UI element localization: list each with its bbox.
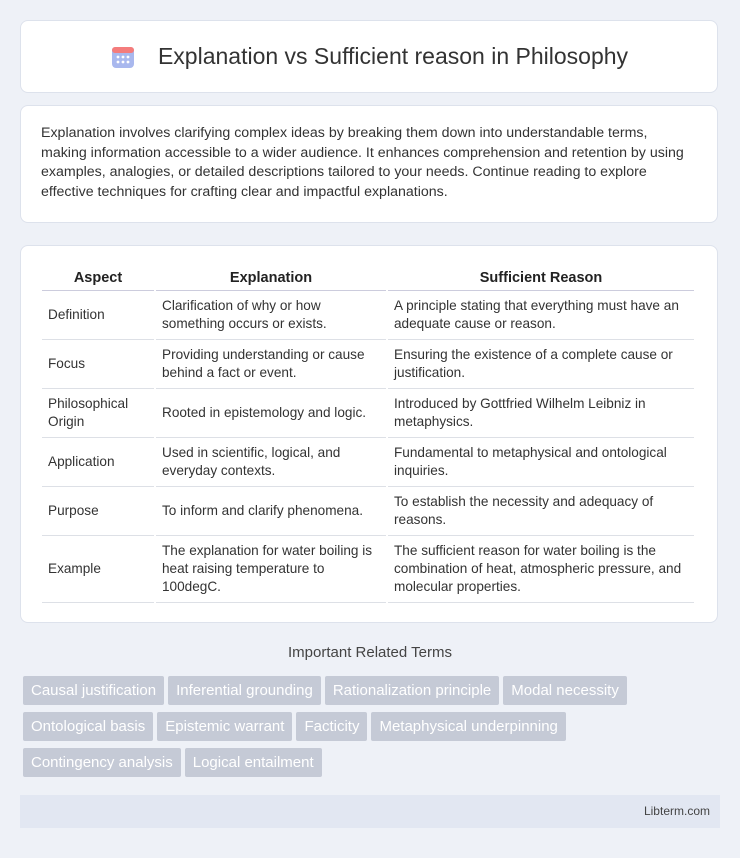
explanation-cell: Providing understanding or cause behind a fact or event. (156, 340, 386, 389)
table-row (42, 340, 694, 389)
related-term-tag[interactable]: Logical entailment (185, 748, 322, 777)
explanation-cell: Clarification of why or how something occurs or exists. (156, 291, 386, 340)
aspect-cell: Definition (42, 291, 154, 340)
title-card (20, 20, 718, 93)
header-sufficient-reason: Sufficient Reason (388, 266, 694, 291)
sufficient-reason-cell: Introduced by Gottfried Wilhelm Leibniz in metaphysics. (388, 389, 694, 438)
explanation-cell: To inform and clarify phenomena. (156, 487, 386, 536)
related-term-tag[interactable]: Contingency analysis (23, 748, 181, 777)
aspect-cell: Purpose (42, 487, 154, 536)
sufficient-reason-cell: Fundamental to metaphysical and ontological inquiries. (388, 438, 694, 487)
table-header-row (42, 266, 694, 291)
explanation-cell: The explanation for water boiling is heat raising temperature to 100degC. (156, 536, 386, 603)
table-row (42, 536, 694, 603)
table-row (42, 389, 694, 438)
sufficient-reason-cell: The sufficient reason for water boiling is the combination of heat, atmospheric pressure, and molecular properties. (388, 536, 694, 603)
table-row (42, 291, 694, 340)
header-aspect: Aspect (42, 266, 154, 291)
related-term-tag[interactable]: Facticity (296, 712, 367, 741)
page-title: Explanation vs Sufficient reason in Philosophy (157, 43, 629, 69)
related-term-tag[interactable]: Rationalization principle (325, 676, 499, 705)
intro-card (20, 105, 718, 223)
related-terms-title: Important Related Terms (288, 644, 452, 661)
intro-text: Explanation involves clarifying complex ideas by breaking them down into understandable terms, making information accessible to a wider audience. It enhances comprehension and retention by using examples, analogies, or detailed descriptions tailored to your needs. Continue reading to explore effective techniques for crafting clear and impactful explanations. (41, 125, 684, 200)
explanation-cell: Rooted in epistemology and logic. (156, 389, 386, 438)
aspect-cell: Philosophical Origin (42, 389, 154, 438)
aspect-cell: Focus (42, 340, 154, 389)
aspect-cell: Application (42, 438, 154, 487)
table-row (42, 487, 694, 536)
comparison-card (20, 245, 718, 623)
related-terms-list (23, 676, 723, 784)
footer-site-link[interactable]: Libterm.com (643, 804, 710, 818)
calendar-icon (110, 44, 136, 70)
header-explanation: Explanation (156, 266, 386, 291)
sufficient-reason-cell: To establish the necessity and adequacy of reasons. (388, 487, 694, 536)
explanation-cell: Used in scientific, logical, and everyday contexts. (156, 438, 386, 487)
footer (20, 795, 720, 828)
related-term-tag[interactable]: Modal necessity (503, 676, 627, 705)
sufficient-reason-cell: Ensuring the existence of a complete cause or justification. (388, 340, 694, 389)
related-term-tag[interactable]: Causal justification (23, 676, 164, 705)
aspect-cell: Example (42, 536, 154, 603)
related-term-tag[interactable]: Epistemic warrant (157, 712, 292, 741)
table-row (42, 438, 694, 487)
sufficient-reason-cell: A principle stating that everything must have an adequate cause or reason. (388, 291, 694, 340)
related-term-tag[interactable]: Inferential grounding (168, 676, 321, 705)
related-term-tag[interactable]: Ontological basis (23, 712, 153, 741)
comparison-table (40, 266, 696, 603)
related-term-tag[interactable]: Metaphysical underpinning (371, 712, 565, 741)
